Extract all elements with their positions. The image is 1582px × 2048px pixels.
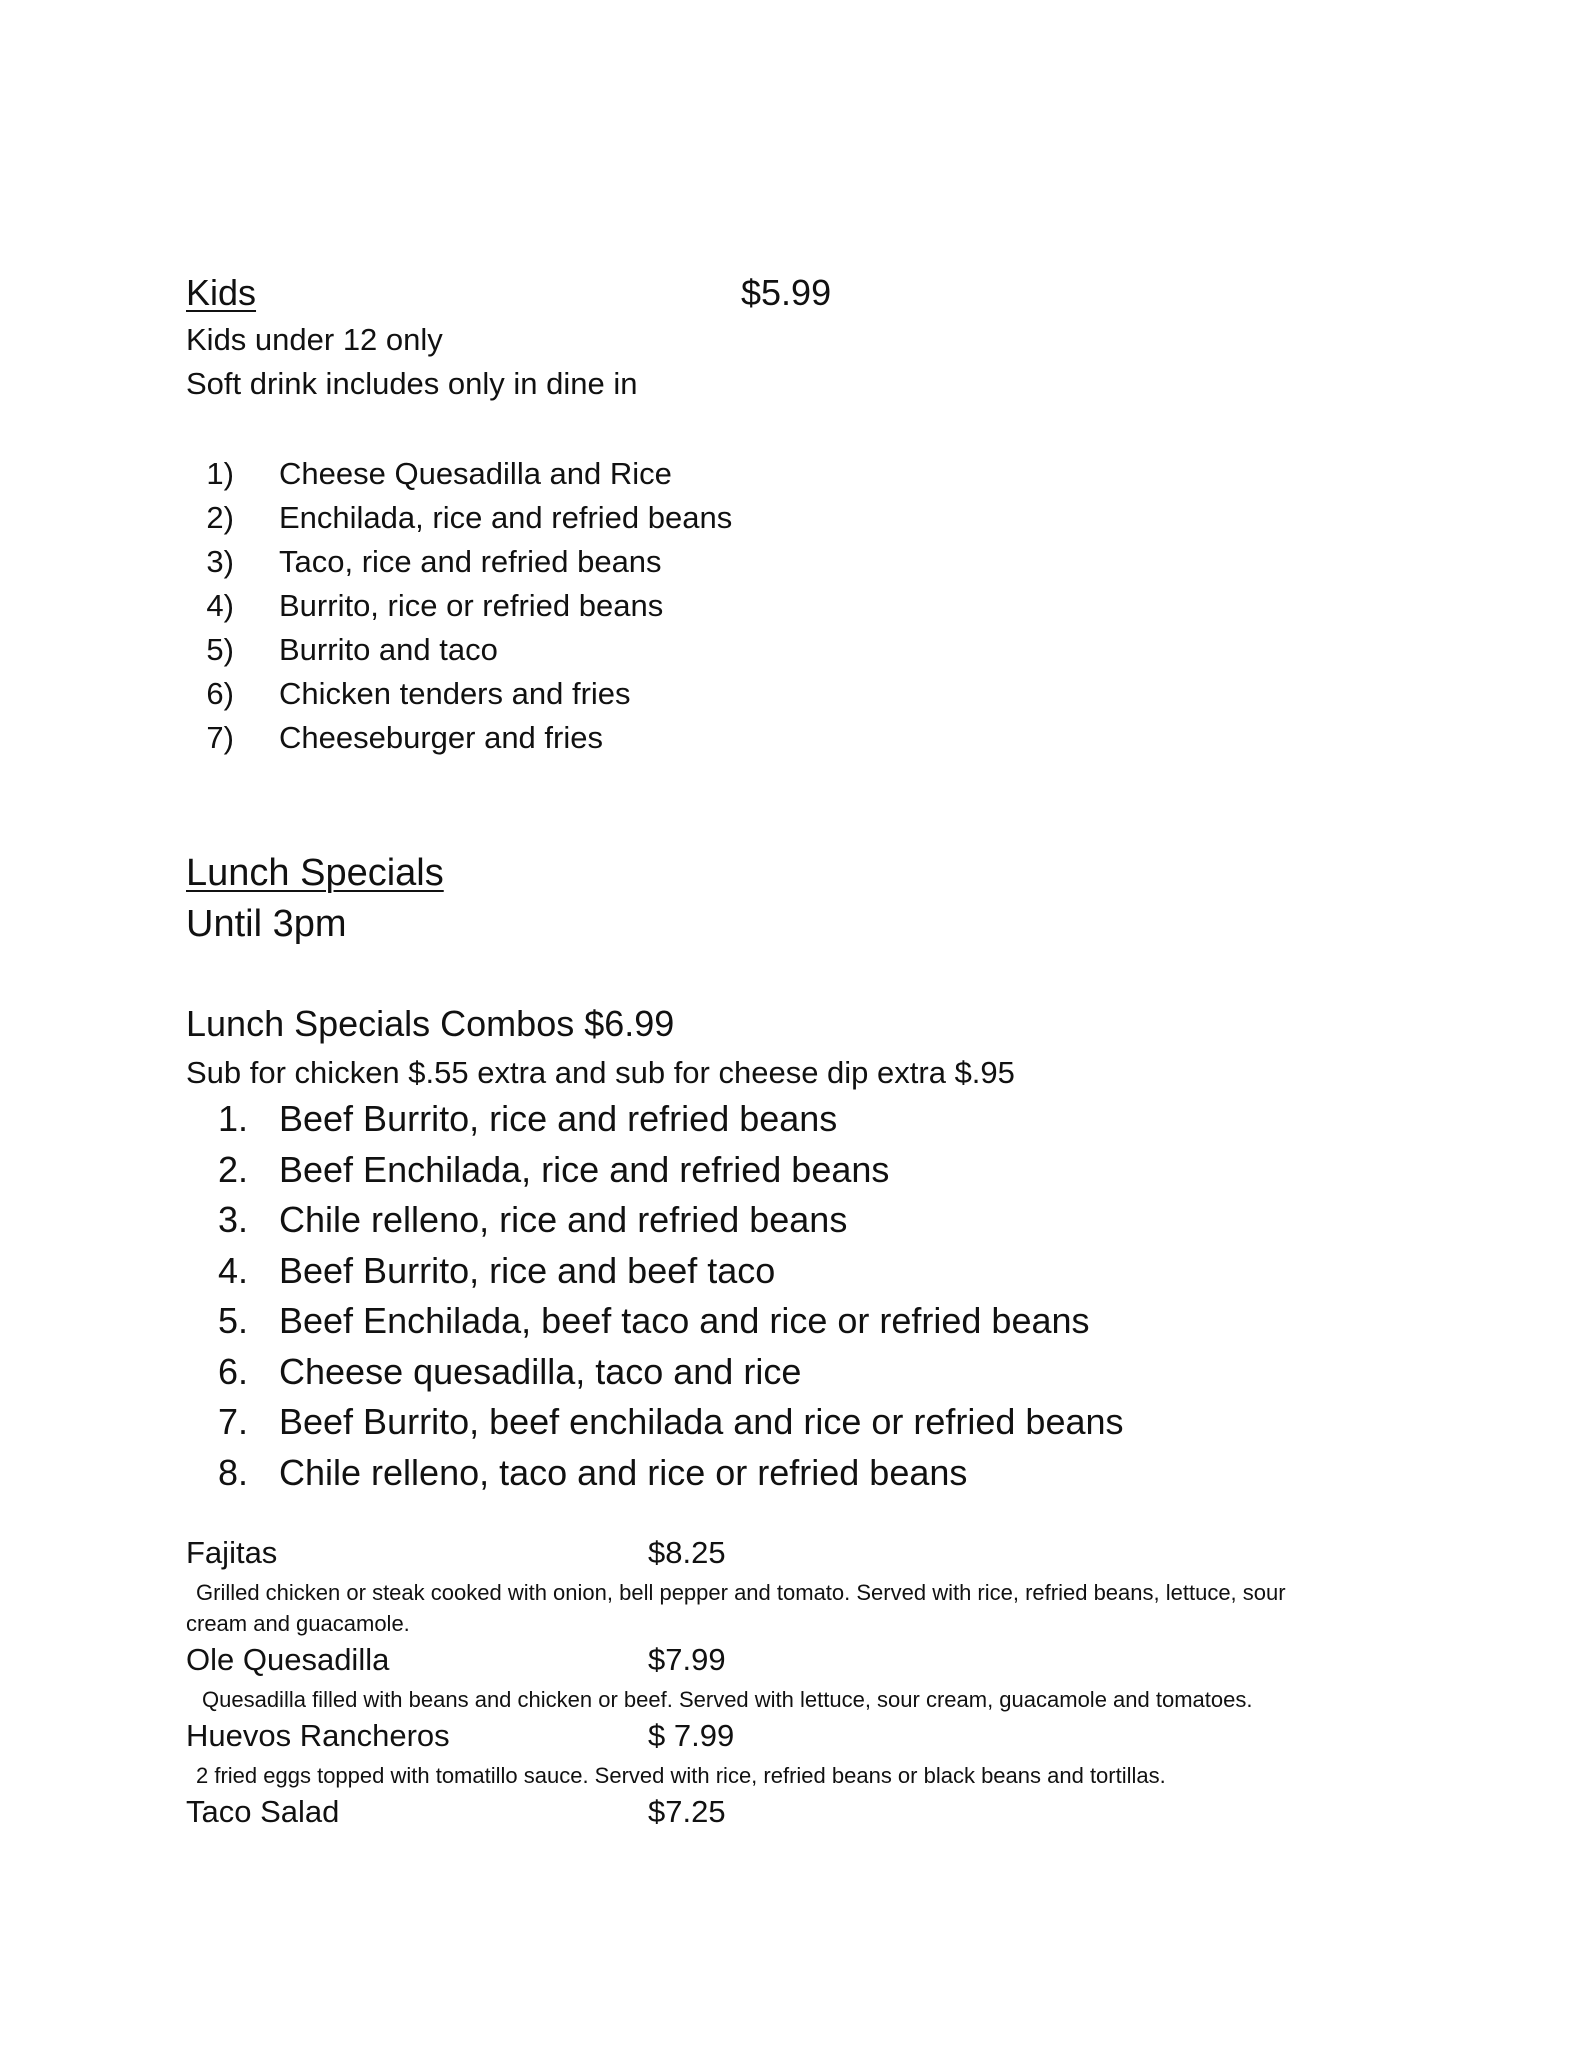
fajitas-name: Fajitas bbox=[186, 1535, 278, 1570]
item-number: 5. bbox=[217, 1300, 248, 1341]
item-number: 3) bbox=[206, 544, 234, 579]
item-number: 7) bbox=[206, 720, 234, 755]
item-number: 2) bbox=[206, 500, 234, 535]
fajitas-price: $8.25 bbox=[648, 1535, 726, 1570]
lunch-combos-substitution-note: Sub for chicken $.55 extra and sub for cheese dip extra $.95 bbox=[186, 1055, 1015, 1090]
item-text: Chile relleno, taco and rice or refried beans bbox=[279, 1451, 968, 1493]
item-text: Beef Enchilada, beef taco and rice or refried beans bbox=[279, 1300, 1090, 1341]
kids-drink-note: Soft drink includes only in dine in bbox=[186, 366, 638, 401]
taco-salad-name: Taco Salad bbox=[186, 1794, 340, 1829]
item-text: Cheeseburger and fries bbox=[279, 720, 603, 755]
item-text: Cheese quesadilla, taco and rice bbox=[279, 1350, 802, 1392]
item-text: Beef Burrito, rice and beef taco bbox=[279, 1249, 776, 1291]
lunch-hours: Until 3pm bbox=[186, 903, 347, 945]
item-number: 6. bbox=[217, 1350, 248, 1392]
item-number: 2. bbox=[217, 1148, 248, 1190]
huevos-rancheros-description: 2 fried eggs topped with tomatillo sauce. Served with rice, refried beans or black beans and tortillas. bbox=[196, 1763, 1166, 1788]
item-text: Beef Enchilada, rice and refried beans bbox=[279, 1148, 890, 1190]
ole-quesadilla-description: Quesadilla filled with beans and chicken or beef. Served with lettuce, sour cream, guacamole and tomatoes. bbox=[202, 1687, 1253, 1712]
ole-quesadilla-price: $7.99 bbox=[648, 1642, 726, 1677]
taco-salad-price: $7.25 bbox=[648, 1794, 726, 1829]
item-number: 3. bbox=[217, 1199, 248, 1240]
item-text: Beef Burrito, rice and refried beans bbox=[279, 1098, 838, 1139]
kids-age-note: Kids under 12 only bbox=[186, 322, 443, 357]
item-number: 5) bbox=[206, 632, 234, 667]
item-number: 1) bbox=[206, 456, 234, 491]
item-number: 7. bbox=[217, 1401, 248, 1442]
fajitas-description-line2: cream and guacamole. bbox=[186, 1611, 410, 1636]
item-number: 8. bbox=[217, 1451, 248, 1493]
item-number: 4. bbox=[217, 1249, 248, 1291]
item-text: Burrito, rice or refried beans bbox=[279, 588, 664, 623]
item-text: Burrito and taco bbox=[279, 632, 498, 667]
fajitas-description-line1: Grilled chicken or steak cooked with onion, bell pepper and tomato. Served with rice, refried beans, lettuce, sour bbox=[196, 1580, 1286, 1605]
huevos-rancheros-price: $ 7.99 bbox=[648, 1718, 735, 1753]
item-text: Enchilada, rice and refried beans bbox=[279, 500, 733, 535]
kids-section-title: Kids bbox=[186, 272, 257, 313]
item-number: 6) bbox=[206, 676, 234, 711]
item-text: Beef Burrito, beef enchilada and rice or refried beans bbox=[279, 1401, 1124, 1442]
item-text: Taco, rice and refried beans bbox=[279, 544, 662, 579]
lunch-combos-title: Lunch Specials Combos $6.99 bbox=[186, 1003, 675, 1044]
lunch-specials-title: Lunch Specials bbox=[186, 852, 444, 894]
item-number: 4) bbox=[206, 588, 234, 623]
item-text: Chile relleno, rice and refried beans bbox=[279, 1199, 848, 1240]
huevos-rancheros-name: Huevos Rancheros bbox=[186, 1718, 450, 1753]
ole-quesadilla-name: Ole Quesadilla bbox=[186, 1642, 390, 1677]
kids-price: $5.99 bbox=[741, 272, 832, 313]
item-number: 1. bbox=[217, 1098, 248, 1139]
item-text: Cheese Quesadilla and Rice bbox=[279, 456, 672, 491]
item-text: Chicken tenders and fries bbox=[279, 676, 631, 711]
